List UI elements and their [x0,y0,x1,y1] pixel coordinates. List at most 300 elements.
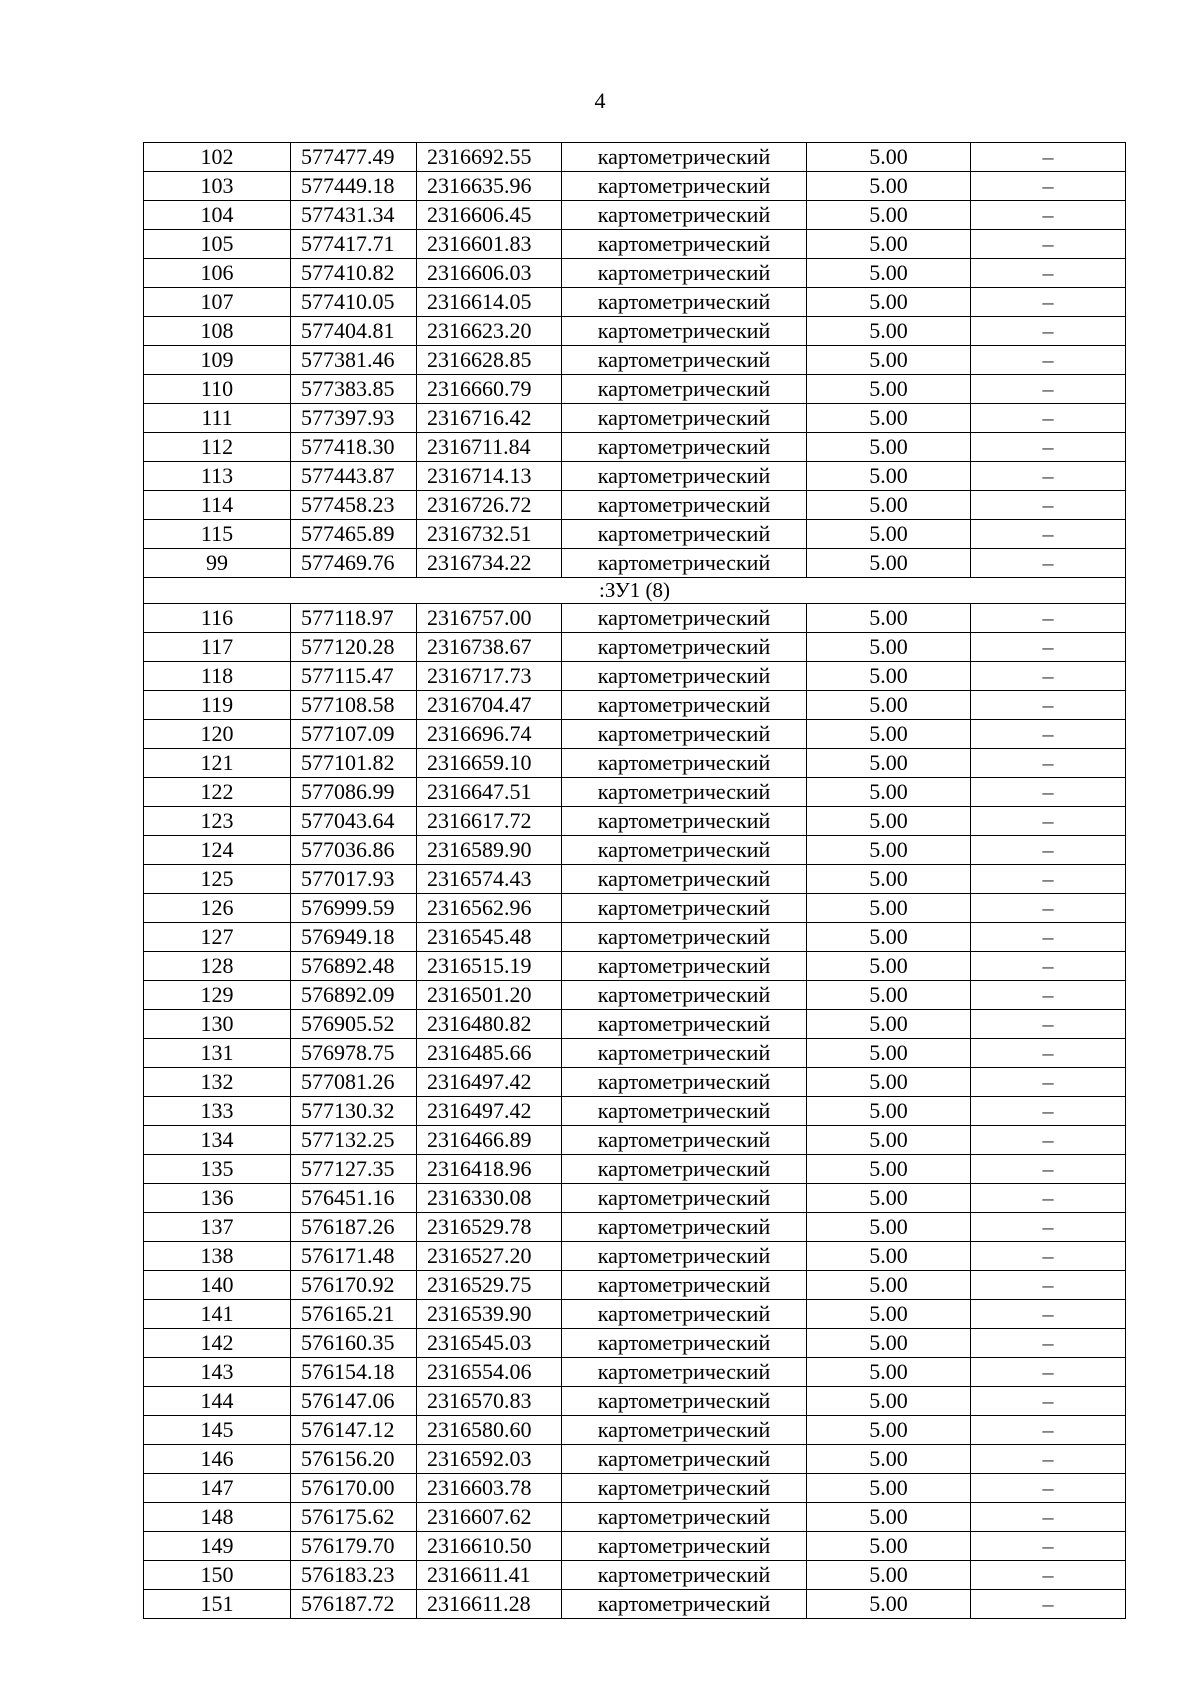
table-row [144,720,1126,749]
point-number-cell: 138 [144,1242,291,1271]
description-cell: – [971,778,1126,807]
x-coordinate-cell: 576183.23 [291,1561,417,1590]
accuracy-cell: 5.00 [807,433,971,462]
table-row [144,201,1126,230]
point-number-cell: 125 [144,865,291,894]
y-coordinate-cell: 2316659.10 [417,749,562,778]
description-cell: – [971,1590,1126,1619]
accuracy-cell: 5.00 [807,230,971,259]
method-cell: картометрический [562,201,807,230]
y-coordinate-cell: 2316515.19 [417,952,562,981]
accuracy-cell: 5.00 [807,894,971,923]
x-coordinate-cell: 576175.62 [291,1503,417,1532]
point-number-cell: 108 [144,317,291,346]
x-coordinate-cell: 577397.93 [291,404,417,433]
description-cell: – [971,1532,1126,1561]
y-coordinate-cell: 2316611.28 [417,1590,562,1619]
y-coordinate-cell: 2316617.72 [417,807,562,836]
table-row [144,346,1126,375]
y-coordinate-cell: 2316757.00 [417,604,562,633]
description-cell: – [971,375,1126,404]
y-coordinate-cell: 2316527.20 [417,1242,562,1271]
description-cell: – [971,1155,1126,1184]
description-cell: – [971,865,1126,894]
accuracy-cell: 5.00 [807,720,971,749]
accuracy-cell: 5.00 [807,1474,971,1503]
table-row [144,1445,1126,1474]
x-coordinate-cell: 576160.35 [291,1329,417,1358]
table-row [144,1329,1126,1358]
x-coordinate-cell: 577417.71 [291,230,417,259]
point-number-cell: 147 [144,1474,291,1503]
point-number-cell: 137 [144,1213,291,1242]
y-coordinate-cell: 2316606.45 [417,201,562,230]
accuracy-cell: 5.00 [807,604,971,633]
method-cell: картометрический [562,172,807,201]
description-cell: – [971,462,1126,491]
y-coordinate-cell: 2316607.62 [417,1503,562,1532]
y-coordinate-cell: 2316466.89 [417,1126,562,1155]
description-cell: – [971,201,1126,230]
description-cell: – [971,1068,1126,1097]
table-row [144,1126,1126,1155]
table-row [144,604,1126,633]
x-coordinate-cell: 577443.87 [291,462,417,491]
method-cell: картометрический [562,462,807,491]
method-cell: картометрический [562,1358,807,1387]
accuracy-cell: 5.00 [807,1010,971,1039]
table-row [144,1155,1126,1184]
description-cell: – [971,172,1126,201]
description-cell: – [971,633,1126,662]
description-cell: – [971,288,1126,317]
method-cell: картометрический [562,1126,807,1155]
method-cell: картометрический [562,894,807,923]
method-cell: картометрический [562,1068,807,1097]
accuracy-cell: 5.00 [807,520,971,549]
method-cell: картометрический [562,520,807,549]
point-number-cell: 99 [144,549,291,578]
point-number-cell: 141 [144,1300,291,1329]
accuracy-cell: 5.00 [807,462,971,491]
accuracy-cell: 5.00 [807,1184,971,1213]
description-cell: – [971,520,1126,549]
accuracy-cell: 5.00 [807,1213,971,1242]
table-row [144,549,1126,578]
x-coordinate-cell: 577469.76 [291,549,417,578]
y-coordinate-cell: 2316529.75 [417,1271,562,1300]
x-coordinate-cell: 576892.09 [291,981,417,1010]
method-cell: картометрический [562,1242,807,1271]
y-coordinate-cell: 2316732.51 [417,520,562,549]
x-coordinate-cell: 577465.89 [291,520,417,549]
method-cell: картометрический [562,317,807,346]
y-coordinate-cell: 2316606.03 [417,259,562,288]
table-row [144,404,1126,433]
point-number-cell: 105 [144,230,291,259]
accuracy-cell: 5.00 [807,1416,971,1445]
table-row [144,520,1126,549]
y-coordinate-cell: 2316480.82 [417,1010,562,1039]
table-row [144,923,1126,952]
x-coordinate-cell: 576170.92 [291,1271,417,1300]
table-row [144,433,1126,462]
point-number-cell: 151 [144,1590,291,1619]
accuracy-cell: 5.00 [807,1242,971,1271]
x-coordinate-cell: 577404.81 [291,317,417,346]
table-row [144,749,1126,778]
table-row [144,894,1126,923]
method-cell: картометрический [562,1010,807,1039]
method-cell: картометрический [562,778,807,807]
y-coordinate-cell: 2316660.79 [417,375,562,404]
point-number-cell: 113 [144,462,291,491]
accuracy-cell: 5.00 [807,923,971,952]
y-coordinate-cell: 2316647.51 [417,778,562,807]
method-cell: картометрический [562,1532,807,1561]
accuracy-cell: 5.00 [807,1387,971,1416]
point-number-cell: 106 [144,259,291,288]
method-cell: картометрический [562,1300,807,1329]
x-coordinate-cell: 577115.47 [291,662,417,691]
method-cell: картометрический [562,433,807,462]
x-coordinate-cell: 576179.70 [291,1532,417,1561]
coordinates-table-body [144,143,1126,1619]
method-cell: картометрический [562,288,807,317]
x-coordinate-cell: 577081.26 [291,1068,417,1097]
table-row [144,1474,1126,1503]
method-cell: картометрический [562,1474,807,1503]
description-cell: – [971,143,1126,172]
point-number-cell: 109 [144,346,291,375]
point-number-cell: 104 [144,201,291,230]
y-coordinate-cell: 2316614.05 [417,288,562,317]
x-coordinate-cell: 577118.97 [291,604,417,633]
method-cell: картометрический [562,375,807,404]
y-coordinate-cell: 2316539.90 [417,1300,562,1329]
table-row [144,807,1126,836]
accuracy-cell: 5.00 [807,201,971,230]
accuracy-cell: 5.00 [807,1300,971,1329]
table-row [144,1271,1126,1300]
x-coordinate-cell: 577043.64 [291,807,417,836]
accuracy-cell: 5.00 [807,807,971,836]
y-coordinate-cell: 2316545.48 [417,923,562,952]
table-row [144,143,1126,172]
y-coordinate-cell: 2316485.66 [417,1039,562,1068]
description-cell: – [971,1213,1126,1242]
accuracy-cell: 5.00 [807,1039,971,1068]
x-coordinate-cell: 577127.35 [291,1155,417,1184]
y-coordinate-cell: 2316696.74 [417,720,562,749]
accuracy-cell: 5.00 [807,549,971,578]
point-number-cell: 145 [144,1416,291,1445]
y-coordinate-cell: 2316330.08 [417,1184,562,1213]
x-coordinate-cell: 576187.26 [291,1213,417,1242]
method-cell: картометрический [562,1416,807,1445]
x-coordinate-cell: 576187.72 [291,1590,417,1619]
table-row [144,1590,1126,1619]
y-coordinate-cell: 2316580.60 [417,1416,562,1445]
method-cell: картометрический [562,1561,807,1590]
description-cell: – [971,1474,1126,1503]
method-cell: картометрический [562,749,807,778]
point-number-cell: 146 [144,1445,291,1474]
description-cell: – [971,1242,1126,1271]
y-coordinate-cell: 2316714.13 [417,462,562,491]
point-number-cell: 112 [144,433,291,462]
method-cell: картометрический [562,1097,807,1126]
description-cell: – [971,1126,1126,1155]
accuracy-cell: 5.00 [807,143,971,172]
accuracy-cell: 5.00 [807,172,971,201]
accuracy-cell: 5.00 [807,375,971,404]
description-cell: – [971,346,1126,375]
y-coordinate-cell: 2316589.90 [417,836,562,865]
table-row [144,172,1126,201]
method-cell: картометрический [562,491,807,520]
method-cell: картометрический [562,1329,807,1358]
x-coordinate-cell: 577101.82 [291,749,417,778]
accuracy-cell: 5.00 [807,1503,971,1532]
method-cell: картометрический [562,865,807,894]
description-cell: – [971,720,1126,749]
point-number-cell: 132 [144,1068,291,1097]
accuracy-cell: 5.00 [807,288,971,317]
method-cell: картометрический [562,549,807,578]
point-number-cell: 144 [144,1387,291,1416]
y-coordinate-cell: 2316554.06 [417,1358,562,1387]
table-row [144,1184,1126,1213]
table-row [144,1416,1126,1445]
y-coordinate-cell: 2316623.20 [417,317,562,346]
table-row [144,1068,1126,1097]
x-coordinate-cell: 577381.46 [291,346,417,375]
description-cell: – [971,691,1126,720]
description-cell: – [971,749,1126,778]
accuracy-cell: 5.00 [807,346,971,375]
method-cell: картометрический [562,633,807,662]
x-coordinate-cell: 577477.49 [291,143,417,172]
accuracy-cell: 5.00 [807,836,971,865]
y-coordinate-cell: 2316734.22 [417,549,562,578]
method-cell: картометрический [562,1039,807,1068]
description-cell: – [971,1387,1126,1416]
description-cell: – [971,230,1126,259]
description-cell: – [971,952,1126,981]
point-number-cell: 143 [144,1358,291,1387]
point-number-cell: 121 [144,749,291,778]
coordinates-table [143,142,1126,1619]
point-number-cell: 126 [144,894,291,923]
table-row [144,462,1126,491]
description-cell: – [971,807,1126,836]
accuracy-cell: 5.00 [807,1126,971,1155]
table-row [144,317,1126,346]
table-row [144,633,1126,662]
description-cell: – [971,491,1126,520]
table-row [144,375,1126,404]
description-cell: – [971,1358,1126,1387]
x-coordinate-cell: 576892.48 [291,952,417,981]
table-row [144,1097,1126,1126]
x-coordinate-cell: 576154.18 [291,1358,417,1387]
y-coordinate-cell: 2316726.72 [417,491,562,520]
accuracy-cell: 5.00 [807,1445,971,1474]
point-number-cell: 142 [144,1329,291,1358]
y-coordinate-cell: 2316529.78 [417,1213,562,1242]
description-cell: – [971,1503,1126,1532]
section-title: :ЗУ1 (8) [144,578,1126,604]
x-coordinate-cell: 576905.52 [291,1010,417,1039]
table-row [144,1503,1126,1532]
method-cell: картометрический [562,836,807,865]
point-number-cell: 114 [144,491,291,520]
point-number-cell: 134 [144,1126,291,1155]
table-row [144,836,1126,865]
y-coordinate-cell: 2316501.20 [417,981,562,1010]
accuracy-cell: 5.00 [807,1358,971,1387]
point-number-cell: 129 [144,981,291,1010]
section-header-row [144,578,1126,604]
description-cell: – [971,894,1126,923]
y-coordinate-cell: 2316635.96 [417,172,562,201]
description-cell: – [971,549,1126,578]
x-coordinate-cell: 576170.00 [291,1474,417,1503]
y-coordinate-cell: 2316738.67 [417,633,562,662]
method-cell: картометрический [562,259,807,288]
description-cell: – [971,1300,1126,1329]
point-number-cell: 110 [144,375,291,404]
description-cell: – [971,923,1126,952]
point-number-cell: 128 [144,952,291,981]
method-cell: картометрический [562,230,807,259]
description-cell: – [971,259,1126,288]
table-row [144,1358,1126,1387]
table-row [144,1300,1126,1329]
x-coordinate-cell: 577108.58 [291,691,417,720]
accuracy-cell: 5.00 [807,317,971,346]
method-cell: картометрический [562,143,807,172]
x-coordinate-cell: 576171.48 [291,1242,417,1271]
accuracy-cell: 5.00 [807,778,971,807]
x-coordinate-cell: 577418.30 [291,433,417,462]
y-coordinate-cell: 2316601.83 [417,230,562,259]
x-coordinate-cell: 576147.06 [291,1387,417,1416]
table-row [144,1561,1126,1590]
point-number-cell: 149 [144,1532,291,1561]
table-row [144,1242,1126,1271]
method-cell: картометрический [562,720,807,749]
x-coordinate-cell: 576165.21 [291,1300,417,1329]
description-cell: – [971,433,1126,462]
x-coordinate-cell: 576999.59 [291,894,417,923]
point-number-cell: 116 [144,604,291,633]
point-number-cell: 150 [144,1561,291,1590]
y-coordinate-cell: 2316717.73 [417,662,562,691]
table-row [144,259,1126,288]
accuracy-cell: 5.00 [807,1532,971,1561]
x-coordinate-cell: 576156.20 [291,1445,417,1474]
description-cell: – [971,662,1126,691]
description-cell: – [971,1271,1126,1300]
method-cell: картометрический [562,1271,807,1300]
x-coordinate-cell: 577120.28 [291,633,417,662]
point-number-cell: 119 [144,691,291,720]
method-cell: картометрический [562,662,807,691]
description-cell: – [971,1561,1126,1590]
accuracy-cell: 5.00 [807,865,971,894]
point-number-cell: 131 [144,1039,291,1068]
x-coordinate-cell: 577449.18 [291,172,417,201]
method-cell: картометрический [562,404,807,433]
point-number-cell: 103 [144,172,291,201]
accuracy-cell: 5.00 [807,749,971,778]
table-row [144,1010,1126,1039]
x-coordinate-cell: 576451.16 [291,1184,417,1213]
y-coordinate-cell: 2316628.85 [417,346,562,375]
table-row [144,691,1126,720]
y-coordinate-cell: 2316611.41 [417,1561,562,1590]
x-coordinate-cell: 576978.75 [291,1039,417,1068]
point-number-cell: 102 [144,143,291,172]
x-coordinate-cell: 576147.12 [291,1416,417,1445]
point-number-cell: 115 [144,520,291,549]
table-row [144,1039,1126,1068]
accuracy-cell: 5.00 [807,259,971,288]
accuracy-cell: 5.00 [807,1561,971,1590]
description-cell: – [971,1445,1126,1474]
method-cell: картометрический [562,923,807,952]
x-coordinate-cell: 577086.99 [291,778,417,807]
y-coordinate-cell: 2316692.55 [417,143,562,172]
accuracy-cell: 5.00 [807,1329,971,1358]
x-coordinate-cell: 577036.86 [291,836,417,865]
table-row [144,1213,1126,1242]
description-cell: – [971,836,1126,865]
point-number-cell: 120 [144,720,291,749]
method-cell: картометрический [562,807,807,836]
method-cell: картометрический [562,604,807,633]
y-coordinate-cell: 2316570.83 [417,1387,562,1416]
accuracy-cell: 5.00 [807,491,971,520]
description-cell: – [971,404,1126,433]
method-cell: картометрический [562,1213,807,1242]
x-coordinate-cell: 577383.85 [291,375,417,404]
method-cell: картометрический [562,1387,807,1416]
x-coordinate-cell: 577410.05 [291,288,417,317]
method-cell: картометрический [562,1155,807,1184]
y-coordinate-cell: 2316562.96 [417,894,562,923]
method-cell: картометрический [562,952,807,981]
accuracy-cell: 5.00 [807,1068,971,1097]
table-row [144,952,1126,981]
point-number-cell: 127 [144,923,291,952]
y-coordinate-cell: 2316711.84 [417,433,562,462]
point-number-cell: 122 [144,778,291,807]
description-cell: – [971,317,1126,346]
table-row [144,778,1126,807]
point-number-cell: 111 [144,404,291,433]
accuracy-cell: 5.00 [807,691,971,720]
accuracy-cell: 5.00 [807,1590,971,1619]
table-row [144,981,1126,1010]
accuracy-cell: 5.00 [807,952,971,981]
point-number-cell: 118 [144,662,291,691]
point-number-cell: 124 [144,836,291,865]
table-row [144,1532,1126,1561]
method-cell: картометрический [562,981,807,1010]
